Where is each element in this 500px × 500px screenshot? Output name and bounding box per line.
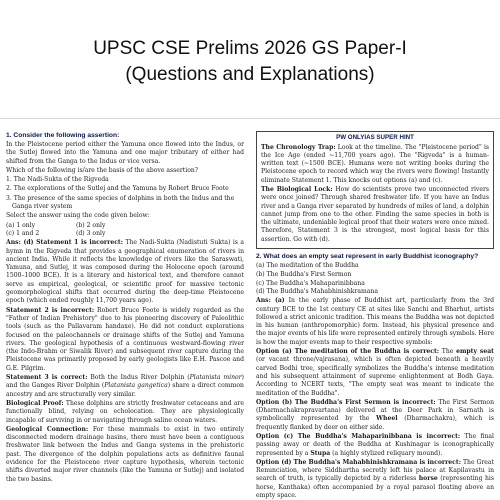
option-c-keyword: Stupa — [310, 449, 331, 457]
left-column — [6, 131, 244, 485]
q2-option-a[interactable]: (a) The meditation of the Buddha — [256, 262, 359, 270]
biological-proof-text: These dolphins are strictly freshwater cetaceans and are functionally blind, relying on echolocation. They are physiologically incapable of surviving in or navigating through saline ocean waters. — [6, 399, 245, 424]
statement-3-text-c: ) share a direct common ancestry and are structurally very similar. — [6, 382, 244, 398]
answer-2-text: In the early phase of Buddhist art, particularly from the 3rd century BCE to the 1st century CE at sites like Sanchi and Bharhut, artists followed a strict aniconic tradition. This means the Buddha was not depicted in his human (anthropomorphic) form. Instead, his physical presence and the major events of his life were represented entirely through symbols. Here is how the major events map to their respective symbols: — [256, 297, 494, 346]
option-a[interactable]: (a) 1 only — [6, 221, 36, 229]
super-hint-box — [256, 131, 494, 249]
option-d-text-b: (representing his horse, Kanthaka) often accompanied by a royal parasol floating above an empty space. — [256, 475, 494, 500]
option-a-label: Option (a) The meditation of the Buddha is correct: — [256, 348, 440, 356]
option-d-explanation — [256, 459, 494, 500]
option-a-text-a: The — [441, 348, 457, 356]
statement-2-label: Statement 2 is incorrect: — [6, 306, 95, 314]
hint-biological-text: How do scientists prove two unconnected rivers were once joined? Through shared freshwater life. If you have an Indus river and a Ganga river separated by hundreds of miles of land, a dolphin cannot jump from one to the other. Finding the same species in both is the ultimate, undeniable logical proof that their waters were once mixed. Therefore, Statement 3 is the strongest, most logical basis for this assertion. Go with (d). — [261, 185, 489, 243]
statement-3-label: Statement 3 is correct: — [6, 374, 88, 382]
q2-option-c[interactable]: (c) The Buddha's Mahaparinibbana — [256, 279, 365, 287]
option-d-text-a: The Great Renunciation, where Siddhartha secretly left his palace at Kapilavastu in search of truth, is typically depicted by a riderless — [256, 458, 494, 483]
option-d-label: Option (d) The Buddha's Mahabhinishkramana is incorrect: — [256, 458, 461, 466]
page-subtitle: (Questions and Explanations) — [125, 64, 375, 85]
option-c-text-a: The final passing away or death of the Buddha at Kushinagar is iconographically represented by a — [256, 433, 495, 457]
option-a-keyword: empty seat — [456, 348, 494, 356]
q2-option-d[interactable]: (d) The Buddha's Mahabhinishkramana — [256, 288, 378, 296]
option-d[interactable]: (d) 3 only — [76, 229, 106, 237]
statement-3: 3. The presence of the same species of dolphins in both the Indus and the Ganga river system — [6, 194, 235, 211]
right-column — [256, 131, 494, 500]
hint-chronology-text: Look at the timeline. The "Pleistocene period" is the Ice Age (ended ~11,700 years ago). The "Rigveda" is a human-written text (~1500 BCE). Humans were not writing books during the Pleistocene epoch to record which way the rivers were flowing! Instantly eliminate Statement 1. This knocks out options (a) and (c). — [261, 143, 490, 184]
option-c-explanation — [256, 433, 494, 458]
option-b-keyword: Wheel — [376, 415, 398, 423]
question-1-title: 1. Consider the following assertion: — [6, 132, 120, 139]
page-header — [0, 0, 500, 118]
option-a-text-b: (or vacant throne/vajrasana), which is often depicted beneath a heavily carved Bodhi tree, specifically symbolizes the Buddha's intense meditation and his subsequent attainment of supreme enlightenment at Bodh Gaya. According to NCERT texts, "The empty seat was meant to indicate the meditation of the Buddha". — [256, 356, 494, 397]
super-hint-title: PW ONLYIAS SUPER HINT — [336, 134, 414, 141]
page-title: UPSC CSE Prelims 2026 GS Paper-I — [93, 38, 407, 59]
option-c[interactable]: (c) 1 and 2 — [6, 229, 40, 237]
question-1-options — [6, 222, 244, 239]
answer-2-label: Ans: (a) — [256, 297, 285, 305]
question-2-options — [256, 262, 494, 297]
option-d-keyword: horse — [418, 475, 438, 483]
hint-chronology — [261, 144, 489, 185]
answer-2-paragraph — [256, 297, 494, 347]
option-b-explanation — [256, 399, 494, 432]
geological-connection-label: Geological Connection: — [6, 425, 89, 433]
q2-option-b[interactable]: (b) The Buddha's First Sermon — [256, 270, 352, 278]
option-b-text-b: (Dharmachakra), which is frequently flanked by deer on either side. — [256, 415, 495, 431]
geological-connection — [6, 426, 244, 484]
statement-1: 1. The Nadi-Sukta of the Rigveda — [6, 176, 109, 184]
geological-connection-text: For these mammals to exist in two entirely disconnected modern drainage basins, there must have been a contiguous freshwater link between the Indus and Ganga systems in the prehistoric past. The divergence of the dolphin populations acts as definitive faunal evidence for the Pleistocene river capture hypothesis, wherein tectonic shifts diverted major river channels (like the Yamuna or Sutlej) and isolated the two basins. — [6, 425, 244, 483]
statement-2-text: Robert Bruce Foote is widely regarded as the "Father of Indian Prehistory" due to his pioneering discovery of Paleolithic tools (such as the Pallavaram handaxe). He did not conduct explorations focused on the paleochannels or drainage shifts of the Sutlej and Yamuna rivers. The geological hypothesis of a continuous westward-flowing river (the Indo-Brahm or Siwalik River) and subsequent river capture during the Pleistocene was primarily proposed by early geologists like E.H. Pascoe and G.E. Pilgrim. — [6, 306, 245, 372]
question-2-title: 2. What does an empty seat represent in early Buddhist iconography? — [256, 253, 479, 261]
header-divider — [0, 118, 500, 119]
biological-proof-label: Biological Proof: — [6, 399, 64, 407]
option-a-explanation — [256, 348, 494, 398]
statement-3-explanation — [6, 374, 244, 399]
hint-biological — [261, 186, 489, 244]
statement-2-explanation — [6, 307, 244, 373]
biological-proof — [6, 400, 244, 425]
hint-chronology-label: The Chronology Trap: — [261, 143, 336, 151]
statement-3-text-a: Both the Indus River Dolphin ( — [90, 374, 190, 382]
statement-3-text-b: ) and the Ganges River Dolphin ( — [6, 374, 244, 390]
answer-1-paragraph — [6, 239, 244, 305]
hint-biological-label: The Biological Lock: — [261, 185, 333, 193]
statement-2: 2. The explorations of the Sutlej and the Yamuna by Robert Bruce Foote — [6, 185, 229, 193]
answer-1-label: Ans: (d) Statement 1 is incorrect: — [6, 239, 123, 247]
option-c-text-b: (a highly stylized reliquary mound). — [330, 449, 443, 457]
option-b[interactable]: (b) 2 only — [76, 221, 106, 229]
species-name-indus: Platanista minor — [189, 374, 242, 382]
question-1-prompt: Which of the following is/are the basis of the above assertion? — [6, 166, 199, 174]
answer-1-text: The Nadi-Sukta (Nadistuti Sukta) is a hymn in the Rigveda that provides a geographical enumeration of rivers in ancient India. While it reflects the knowledge of rivers like the Saraswati, Yamuna, and Sutlej, it was composed during the Holocene epoch (around 1500–1000 BCE). It is a literary and historical text, and therefore cannot serve as empirical, geological, or scientific proof for massive tectonic geomorphological shifts that occurred during the deep-time Pleistocene epoch (which ended roughly 11,700 years ago). — [6, 239, 244, 305]
option-b-text-a: The First Sermon (Dharmachakrapravartana) delivered at the Deer Park in Sarnath is symbolically represented by the — [256, 398, 495, 423]
select-prompt: Select the answer using the code given below: — [6, 212, 150, 220]
option-c-label: Option (c) The Buddha's Mahaparinibbana is incorrect: — [256, 433, 461, 440]
question-1-intro: In the Pleistocene period either the Yamuna once flowed into the Indus, or the Sutlej flowed into the Yamuna and one major tributary of either had shifted from the Ganga to the Indus or vice versa. — [6, 141, 244, 165]
species-name-ganges: Platanista gangetica — [104, 382, 168, 390]
option-b-label: Option (b) The Buddha's First Sermon is incorrect: — [256, 398, 436, 406]
